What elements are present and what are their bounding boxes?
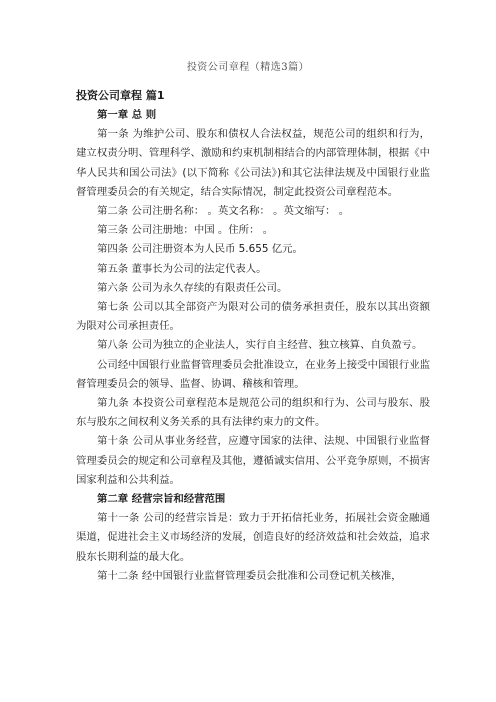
article-paragraph: 第九条 本投资公司章程范本是规范公司的组织和行为、公司与股东、股东与股东之间权利义务关系的具有法律约束力的文件。 xyxy=(76,397,430,429)
article-paragraph: 第十二条 经中国银行业监督管理委员会批准和公司登记机关核准， xyxy=(97,569,402,582)
article-paragraph: 第二条 公司注册名称： 。英文名称： 。英文缩写： 。 xyxy=(97,205,350,218)
article-paragraph: 第三条 公司注册地：中国 。住所： 。 xyxy=(97,224,274,237)
chapter-heading: 第一章 总 则 xyxy=(97,109,157,121)
article-paragraph: 第七条 公司以其全部资产为限对公司的债务承担责任，股东以其出资额为限对公司承担责任。 xyxy=(76,301,430,333)
article-paragraph: 第八条 公司为独立的企业法人，实行自主经营、独立核算、自负盈亏。 xyxy=(97,339,423,352)
article-paragraph: 第五条 董事长为公司的法定代表人。 xyxy=(97,262,267,275)
chapter-heading: 第二章 经营宗旨和经营范围 xyxy=(97,493,226,506)
article-paragraph: 第一条 为维护公司、股东和债权人合法权益，规范公司的组织和行为，建立权责分明、管理科学、激励和约束机制相结合的内部管理体制，根据《中华人民共和国公司法》(以下简称《公司法》)和其它法律法规及中国银行业监督管理委员会的有关规定，结合实际情况，制定此投资公司章程范本。 xyxy=(76,128,430,198)
article-paragraph: 第四条 公司注册资本为人民币 5.655 亿元。 xyxy=(97,243,303,256)
article-paragraph: 第十条 公司从事业务经营，应遵守国家的法律、法规、中国银行业监督管理委员会的规定和公司章程及其他，遵循诚实信用、公平竞争原则，不损害国家利益和公共利益。 xyxy=(76,435,430,486)
article-paragraph: 第六条 公司为永久存续的有限责任公司。 xyxy=(97,281,288,294)
paragraph-list xyxy=(76,106,430,586)
document-body xyxy=(76,86,430,586)
document-heading: 投资公司章程 篇1 xyxy=(76,89,165,102)
article-paragraph: 第十一条 公司的经营宗旨是：致力于开拓信托业务，拓展社会资金融通渠道，促进社会主义市场经济的发展，创造良好的经济效益和社会效益，追求股东长期利益的最大化。 xyxy=(76,512,430,563)
page-header-title: 投资公司章程（精选3篇） xyxy=(186,62,310,73)
article-paragraph: 公司经中国银行业监督管理委员会批准设立，在业务上接受中国银行业监督管理委员会的领导、监督、协调、稽核和管理。 xyxy=(76,358,430,390)
